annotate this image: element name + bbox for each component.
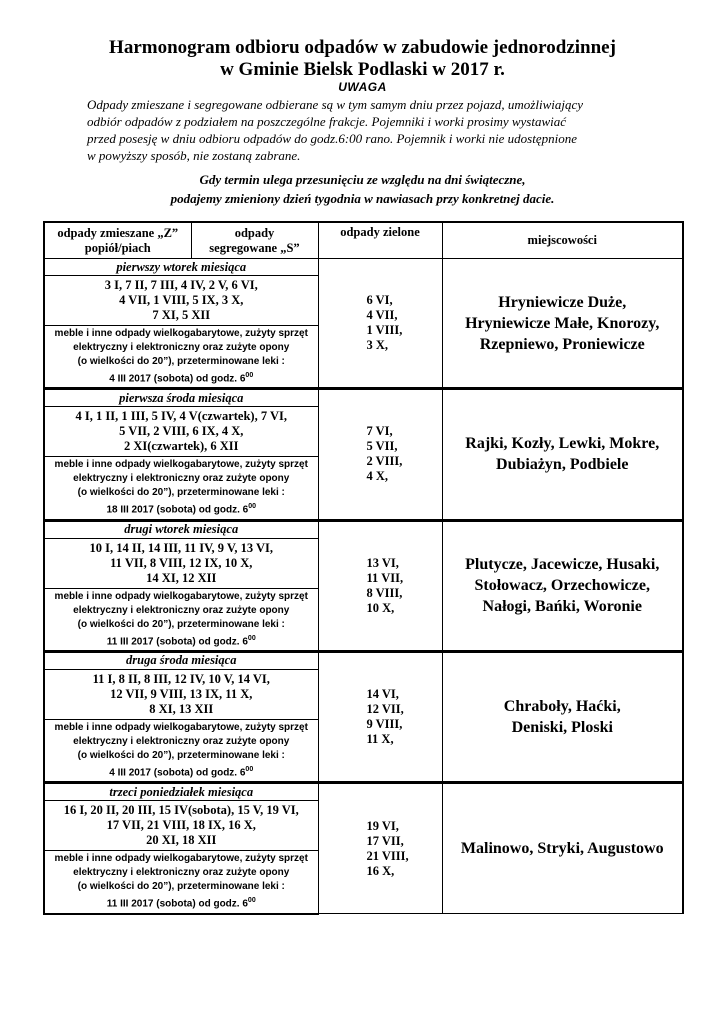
bulky-line: (o wielkości do 20”), przeterminowane leki :	[77, 749, 285, 761]
bulky-time-minutes: 00	[247, 897, 256, 905]
date-line: 10 I, 14 II, 14 III, 11 IV, 9 V, 13 VI,	[89, 540, 273, 555]
green-waste-dates	[318, 783, 442, 914]
green-date: 7 VI,	[366, 424, 393, 439]
bulky-waste-info	[44, 719, 318, 782]
collection-dates	[44, 407, 318, 457]
bulky-date-line	[45, 369, 318, 386]
header-places: miejscowości	[442, 222, 683, 259]
notice-line: w powyższy sposób, nie zostaną zabrane.	[87, 148, 301, 163]
green-date: 9 VIII,	[366, 717, 403, 732]
places-list	[442, 259, 683, 389]
green-date: 19 VI,	[366, 818, 399, 833]
green-date: 12 VII,	[366, 702, 404, 717]
date-line: 4 I, 1 II, 1 III, 5 IV, 4 V(czwartek), 7 VI,	[75, 409, 287, 424]
green-date: 2 VIII,	[366, 454, 403, 469]
green-date: 11 VII,	[366, 570, 404, 585]
bulky-waste-info	[44, 851, 318, 914]
places-list	[442, 389, 683, 520]
date-line: 17 VII, 21 VIII, 18 IX, 16 X,	[106, 818, 256, 833]
green-date: 3 X,	[366, 338, 389, 353]
date-line: 14 XI, 12 XII	[146, 570, 217, 585]
section-row	[44, 651, 683, 669]
collection-dates	[44, 538, 318, 588]
collection-dates	[44, 669, 318, 719]
notice-line: Odpady zmieszane i segregowane odbierane są w tym samym dniu przez pojazd, umożliwiający	[87, 97, 584, 112]
bulky-line: elektryczny i elektroniczny oraz zużyte opony	[73, 473, 290, 485]
bulky-time-minutes: 00	[248, 503, 256, 511]
bulky-date: 4 III 2017 (sobota) od godz. 6	[109, 373, 246, 385]
green-date: 17 VII,	[366, 833, 404, 848]
green-date: 8 VIII,	[366, 585, 403, 600]
bulky-line: (o wielkości do 20”), przeterminowane leki :	[77, 356, 285, 367]
bulky-date-line	[45, 894, 318, 911]
notice-line: przed posesję w dniu odbioru odpadów do godz.6:00 rano. Pojemnik i worki nie udostępnione	[87, 131, 578, 146]
date-line: 20 XI, 18 XII	[146, 833, 217, 848]
bulky-date: 4 III 2017 (sobota) od godz. 6	[109, 767, 246, 779]
green-date: 14 VI,	[366, 687, 399, 702]
place-line: Stołowacz, Orzechowicze,	[474, 577, 650, 595]
holiday-line: Gdy termin ulega przesunięciu ze względu na dni świąteczne,	[199, 172, 526, 187]
place-line: Rajki, Kozły, Lewki, Mokre,	[465, 435, 660, 453]
bulky-line: elektryczny i elektroniczny oraz zużyte opony	[73, 735, 290, 747]
notice-text	[87, 96, 647, 164]
notice-line: odbiór odpadów z podziałem na poszczególne frakcje. Pojemniki i worki prosimy wystawiać	[87, 114, 567, 129]
bulky-waste-info	[44, 588, 318, 651]
collection-day: pierwszy wtorek miesiąca	[44, 259, 318, 276]
date-line: 8 XI, 13 XII	[149, 701, 214, 716]
table-header-row	[44, 222, 683, 259]
date-line: 7 XI, 5 XII	[152, 308, 211, 322]
bulky-line: (o wielkości do 20”), przeterminowane leki :	[77, 881, 285, 893]
green-date: 21 VIII,	[366, 848, 409, 863]
place-line: Chraboły, Haćki,	[503, 698, 621, 716]
green-waste-dates	[318, 651, 442, 782]
places-list	[442, 651, 683, 782]
bulky-line: elektryczny i elektroniczny oraz zużyte opony	[73, 604, 290, 616]
bulky-line: meble i inne odpady wielkogabarytowe, zużyty sprzęt	[54, 328, 308, 339]
place-line: Malinowo, Stryki, Augustowo	[460, 840, 664, 858]
collection-day: trzeci poniedziałek miesiąca	[44, 783, 318, 801]
schedule-table	[43, 221, 684, 915]
place-line: Rzepniewo, Proniewicze	[479, 335, 645, 353]
green-date: 11 X,	[366, 732, 394, 747]
green-date: 5 VII,	[366, 439, 398, 454]
collection-dates	[44, 801, 318, 851]
bulky-line: meble i inne odpady wielkogabarytowe, zużyty sprzęt	[54, 853, 308, 865]
green-date: 4 X,	[366, 469, 389, 484]
collection-day: drugi wtorek miesiąca	[44, 520, 318, 538]
section-row	[44, 520, 683, 538]
bulky-time-minutes: 00	[245, 765, 254, 773]
bulky-line: (o wielkości do 20”), przeterminowane leki :	[77, 487, 285, 499]
bulky-date: 18 III 2017 (sobota) od godz. 6	[106, 504, 249, 516]
bulky-line: elektryczny i elektroniczny oraz zużyte opony	[73, 867, 290, 879]
green-waste-dates	[318, 520, 442, 651]
place-line: Hryniewicze Małe, Knorozy,	[465, 314, 660, 332]
notice-heading: UWAGA	[338, 80, 387, 94]
header-green-waste: odpady zielone	[318, 222, 442, 259]
green-waste-dates	[318, 389, 442, 520]
date-line: 3 I, 7 II, 7 III, 4 IV, 2 V, 6 VI,	[104, 278, 258, 292]
green-date: 6 VI,	[366, 293, 393, 308]
date-line: 11 I, 8 II, 8 III, 12 IV, 10 V, 14 VI,	[92, 671, 270, 686]
bulky-line: meble i inne odpady wielkogabarytowe, zużyty sprzęt	[54, 721, 308, 733]
header-segregated-waste: odpady segregowane „S”	[191, 222, 318, 259]
holiday-line: podajemy zmieniony dzień tygodnia w nawiasach przy konkretnej dacie.	[170, 191, 555, 206]
title-line-2: w Gminie Bielsk Podlaski w 2017 r.	[220, 59, 505, 80]
date-line: 2 XI(czwartek), 6 XII	[123, 439, 239, 454]
green-date: 4 VII,	[366, 308, 398, 323]
date-line: 4 VII, 1 VIII, 5 IX, 3 X,	[119, 293, 244, 307]
green-date: 1 VIII,	[366, 323, 403, 338]
bulky-waste-info	[44, 457, 318, 520]
bulky-line: meble i inne odpady wielkogabarytowe, zużyty sprzęt	[54, 459, 308, 471]
bulky-time-minutes: 00	[247, 634, 256, 642]
place-line: Plutycze, Jacewicze, Husaki,	[465, 556, 660, 574]
green-date: 16 X,	[366, 863, 395, 878]
bulky-line: elektryczny i elektroniczny oraz zużyte opony	[73, 342, 290, 353]
bulky-waste-info	[44, 326, 318, 389]
bulky-date: 11 III 2017 (sobota) od godz. 6	[106, 898, 248, 910]
bulky-line: meble i inne odpady wielkogabarytowe, zużyty sprzęt	[54, 590, 308, 602]
header-mixed-waste: odpady zmieszane „Z” popiół/piach	[44, 222, 191, 259]
place-line: Nałogi, Bańki, Woronie	[482, 598, 642, 616]
green-waste-dates	[318, 259, 442, 389]
place-line: Deniski, Ploski	[511, 719, 613, 737]
bulky-time-minutes: 00	[245, 372, 254, 379]
section-row	[44, 259, 683, 276]
bulky-date-line	[45, 632, 318, 649]
bulky-line: (o wielkości do 20”), przeterminowane leki :	[77, 618, 285, 630]
holiday-note	[0, 170, 725, 208]
date-line: 12 VII, 9 VIII, 13 IX, 11 X,	[110, 686, 253, 701]
title-line-1: Harmonogram odbioru odpadów w zabudowie jednorodzinnej	[109, 37, 616, 58]
collection-dates	[44, 276, 318, 326]
date-line: 5 VII, 2 VIII, 6 IX, 4 X,	[119, 424, 244, 439]
green-date: 13 VI,	[366, 555, 399, 570]
collection-day: druga środa miesiąca	[44, 651, 318, 669]
bulky-date: 11 III 2017 (sobota) od godz. 6	[106, 635, 248, 647]
date-line: 11 VII, 8 VIII, 12 IX, 10 X,	[110, 555, 253, 570]
bulky-date-line	[45, 763, 318, 780]
section-row	[44, 783, 683, 801]
places-list	[442, 783, 683, 914]
places-list	[442, 520, 683, 651]
place-line: Dubiażyn, Podbiele	[496, 456, 629, 474]
place-line: Hryniewicze Duże,	[498, 293, 627, 311]
green-date: 10 X,	[366, 600, 395, 615]
date-line: 16 I, 20 II, 20 III, 15 IV(sobota), 15 V, 19 VI,	[63, 803, 299, 818]
bulky-date-line	[45, 500, 318, 517]
section-row	[44, 389, 683, 407]
collection-day: pierwsza środa miesiąca	[44, 389, 318, 407]
